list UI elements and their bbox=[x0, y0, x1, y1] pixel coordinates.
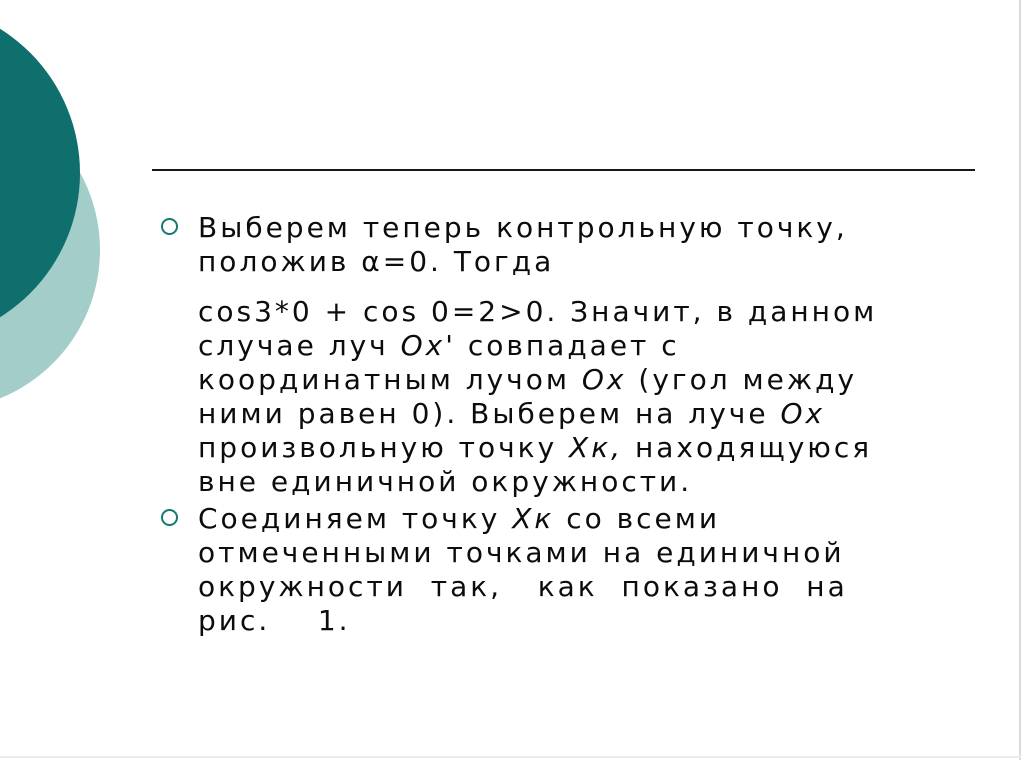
text-line bbox=[198, 465, 972, 499]
bullet-item-2-lines bbox=[198, 502, 972, 638]
text-run: со всеми bbox=[554, 502, 721, 535]
text-run-italic: Хк, bbox=[569, 431, 624, 464]
text-run: рис. 1. bbox=[198, 604, 351, 637]
text-line bbox=[198, 295, 972, 329]
text-run: cos3*0 + cos 0=2>0. Значит, в данном bbox=[198, 295, 878, 328]
slide-right-edge-line bbox=[1019, 0, 1021, 760]
title-separator-line bbox=[152, 169, 975, 171]
text-line bbox=[198, 570, 972, 604]
text-run-italic: Ox bbox=[581, 363, 627, 396]
text-line bbox=[198, 536, 972, 570]
slide-bottom-edge-line bbox=[0, 756, 1021, 758]
text-line bbox=[198, 604, 972, 638]
text-run: случае луч bbox=[198, 329, 401, 362]
text-run: ними равен 0). Выберем на луче bbox=[198, 397, 781, 430]
continuation-paragraph bbox=[160, 295, 972, 499]
bullet-circle-icon bbox=[161, 509, 178, 526]
text-line bbox=[198, 245, 972, 279]
text-run: произвольную точку bbox=[198, 431, 570, 464]
text-run: окружности так, как показано на bbox=[198, 570, 848, 603]
bullet-item-1 bbox=[160, 211, 972, 279]
text-run: Соединяем точку bbox=[198, 502, 513, 535]
text-run-italic: Ox bbox=[780, 397, 826, 430]
text-run: положив α=0. Тогда bbox=[198, 245, 555, 278]
text-line bbox=[198, 502, 972, 536]
text-line bbox=[198, 329, 972, 363]
text-run: координатным лучом bbox=[198, 363, 582, 396]
bullet-cell bbox=[160, 502, 198, 526]
text-line bbox=[198, 363, 972, 397]
text-line bbox=[198, 397, 972, 431]
continuation-paragraph-lines bbox=[198, 295, 972, 499]
text-line bbox=[198, 211, 972, 245]
text-run-italic: Хк bbox=[512, 502, 555, 535]
bullet-circle-icon bbox=[161, 218, 178, 235]
text-run: вне единичной окружности. bbox=[198, 465, 693, 498]
text-run: находящуюся bbox=[623, 431, 873, 464]
text-run: отмеченными точками на единичной bbox=[198, 536, 845, 569]
text-run: совпадает с bbox=[455, 329, 680, 362]
text-run: Выберем теперь контрольную точку, bbox=[198, 211, 848, 244]
text-run-italic: Ox' bbox=[400, 329, 456, 362]
bullet-item-1-lines bbox=[198, 211, 972, 279]
text-line bbox=[198, 431, 972, 465]
bullet-item-2 bbox=[160, 502, 972, 638]
text-run: (угол между bbox=[626, 363, 858, 396]
bullet-cell bbox=[160, 211, 198, 235]
slide-body-text bbox=[160, 211, 972, 638]
